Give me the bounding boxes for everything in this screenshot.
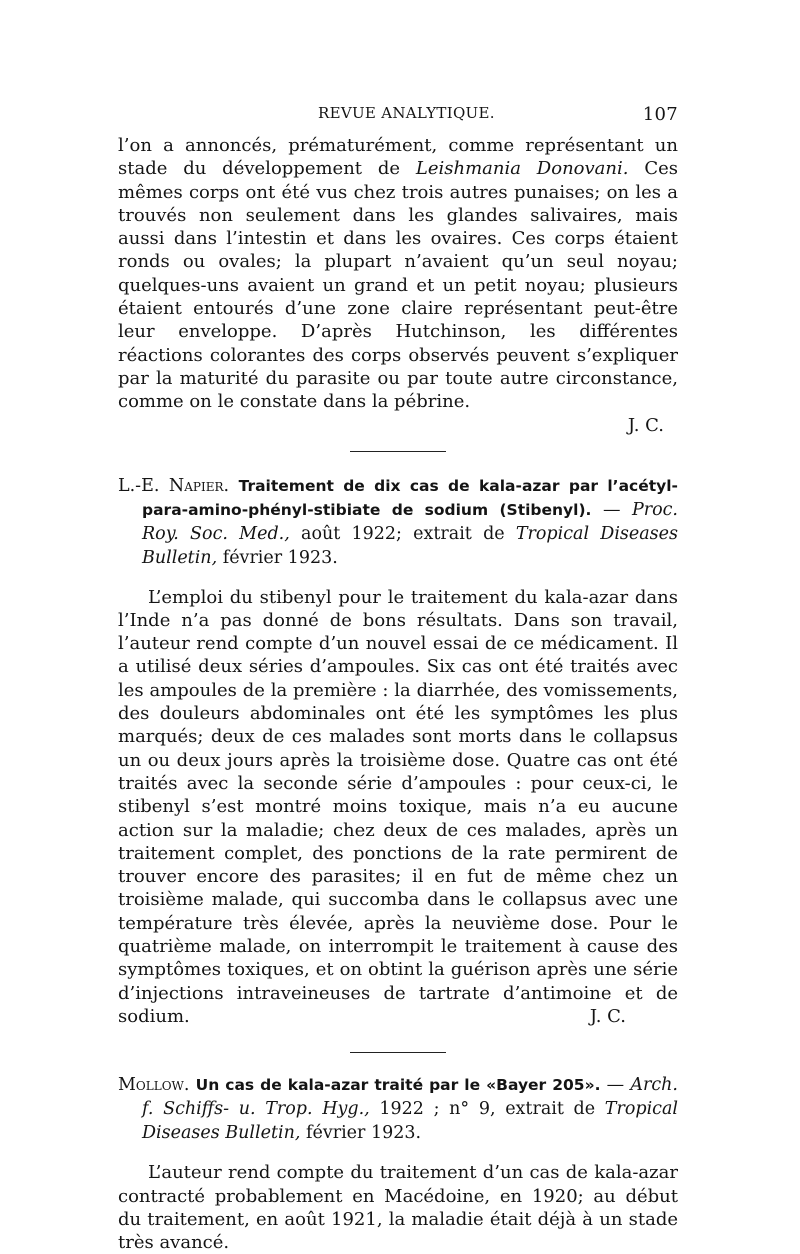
entry-title: Traitement de dix cas de kala-azar par l’acétyl-para-amino-phényl-stibiate de sodium (Stibenyl). — [142, 476, 678, 519]
entry-issue: 1922 ; n° 9, extrait de — [369, 1099, 605, 1120]
continued-paragraph — [118, 134, 678, 414]
paragraph-start: l’on a annoncés, prématurément, comme représentant un stade du développement de — [118, 135, 678, 180]
entry-author: Mollow. — [118, 1075, 190, 1096]
entry-journal: Arch. f. Schiffs- u. Trop. Hyg., — [142, 1075, 678, 1120]
paragraph-rest: Ces mêmes corps ont été vus chez trois autres punaises; on les a trouvés non seulement dans les glandes salivaires, mais aussi dans l’intestin et dans les ovaires. Ces corps étaient ronds ou ovales; la plupart n’avaient qu’un seul noyau; quelques-uns avaient un grand et un petit noyau; plusieurs étaient entourés d’une zone claire représentant peut-être leur enveloppe. D’après Hutchinson, les différentes réactions colorantes des corps observés peuvent s’expliquer par la maturité du parasite ou par toute autre circonstance, comme on le constate dans la pébrine. — [118, 158, 678, 413]
entry-heading — [118, 474, 678, 570]
section-divider — [350, 1052, 446, 1053]
entry-author: L.-E. Napier. — [118, 475, 230, 496]
entry-source-date: février 1923. — [300, 1123, 422, 1144]
entry-title: Un cas de kala-azar traité par le «Bayer 205». — [195, 1076, 601, 1095]
entry-journal: Proc. Roy. Soc. Med., — [142, 499, 678, 544]
signature: J. C. — [627, 414, 664, 436]
page-number: 107 — [642, 104, 678, 125]
entry-source: Tropical Diseases Bulletin, — [142, 1099, 679, 1144]
entry-heading — [118, 1073, 678, 1145]
entry-signature: J. C. — [589, 1006, 626, 1028]
running-title: REVUE ANALYTIQUE. — [318, 104, 495, 122]
entry-body: L’emploi du stibenyl pour le traitement du kala-azar dans l’Inde n’a pas donné de bons résultats. Dans son travail, l’auteur rend compte d’un nouvel essai de ce médicament. Il a utilisé deux séries d’ampoules. Six cas ont été traités avec les ampoules de la première : la diarrhée, des vomissements, des douleurs abdominales ont été les symptômes les plus marqués; deux de ces malades sont morts dans le collapsus un ou deux jours après la troisième dose. Quatre cas ont été traités avec la seconde série d’ampoules : pour ceux-ci, le stibenyl s’est montré moins toxique, mais n’a eu aucune action sur la maladie; chez deux de ces malades, après un traitement complet, des ponctions de la rate permirent de trouver encore des parasites; il en fut de même chez un troisième malade, qui succomba dans le collapsus avec une température très élevée, après la neuvième dose. Pour le quatrième malade, on interrompit le traitement à cause des symptômes toxiques, et on obtint la guérison après une série d’injections intraveineuses de tartrate d’antimoine et de sodium. — [118, 586, 678, 1027]
entry-source: Tropical Diseases Bulletin, — [142, 523, 679, 568]
running-header — [118, 100, 678, 130]
entry-date: août 1922; extrait de — [289, 523, 516, 544]
entry-dash: — — [600, 1075, 631, 1096]
section-divider — [350, 451, 446, 452]
entry-dash: — — [591, 499, 632, 520]
page — [118, 100, 678, 1254]
entry-body: L’auteur rend compte du traitement d’un cas de kala-azar contracté probablement en Macédoine, en 1920; au début du traitement, en août 1921, la maladie était déjà à un stade très avancé. — [118, 1162, 678, 1254]
species-name: Leishmania Donovani. — [415, 158, 629, 180]
entry-source-date: février 1923. — [217, 547, 338, 568]
